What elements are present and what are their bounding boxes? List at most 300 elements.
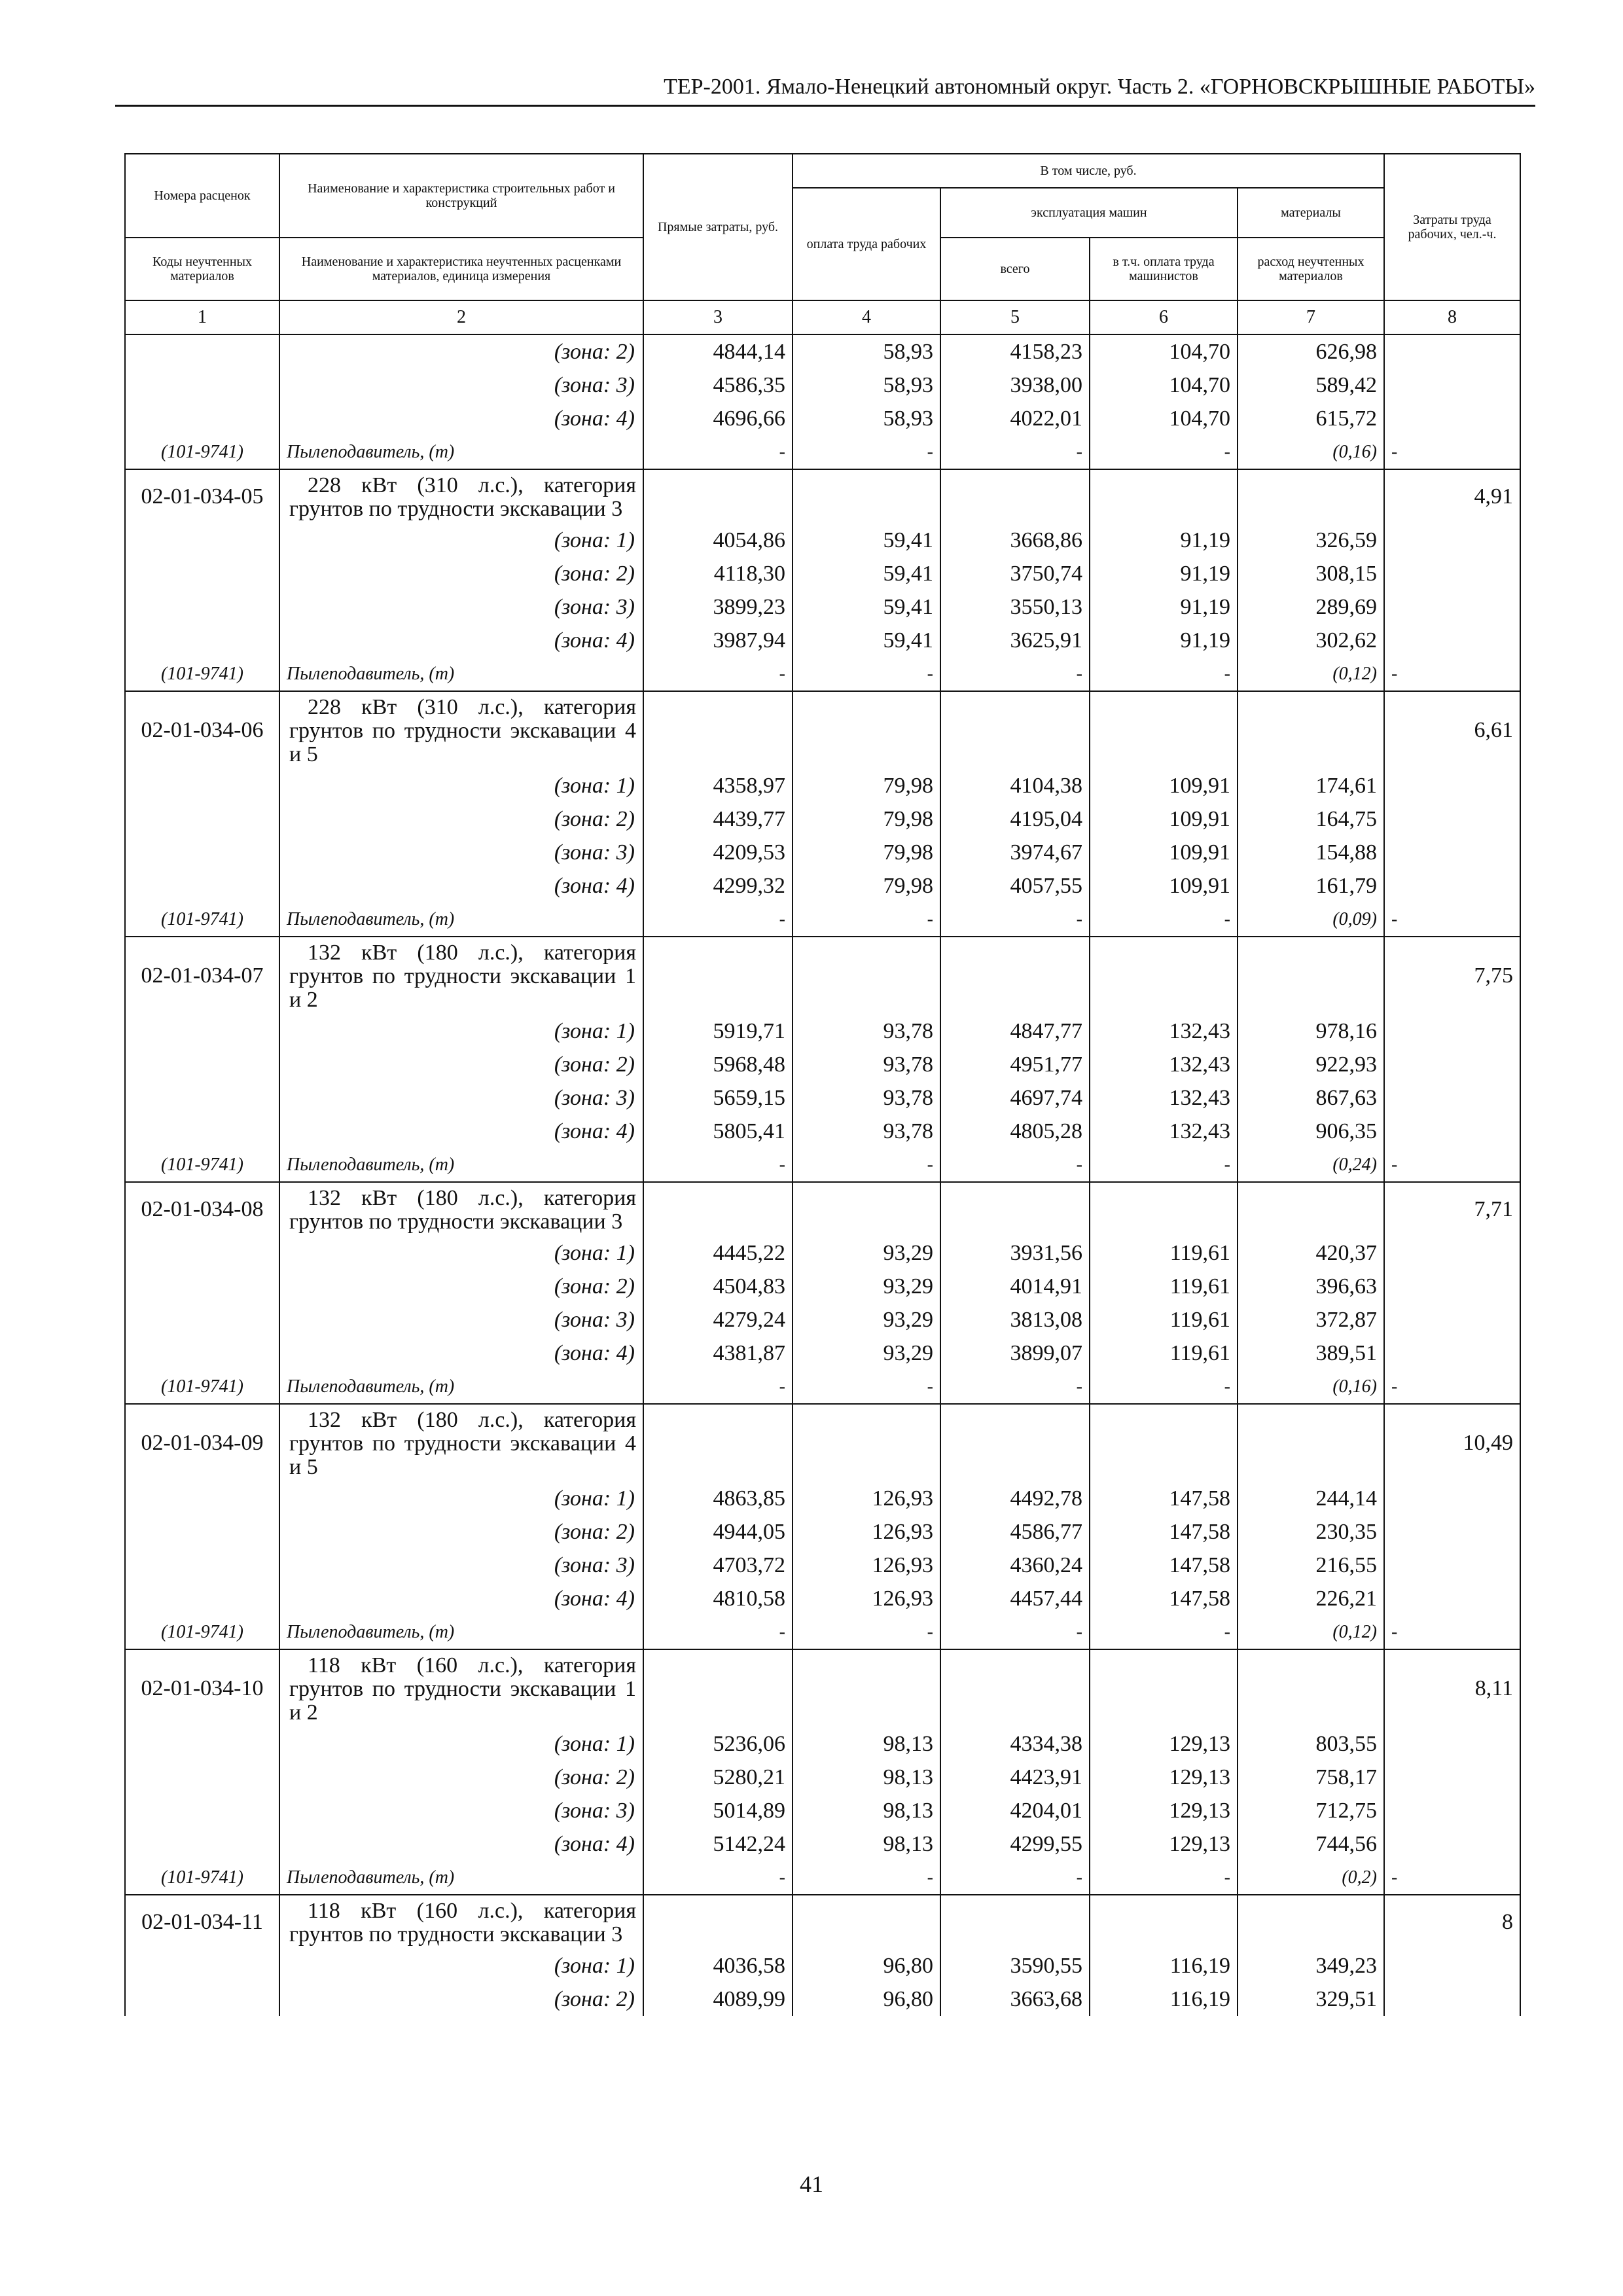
rate-description-row [125,937,1520,1014]
zone-row [125,1270,1520,1303]
col-header-machines-total: всего [940,238,1090,300]
empty-cell [1384,1794,1520,1827]
rate-description-row [125,1649,1520,1727]
labor-pay-value: 93,78 [793,1014,940,1048]
empty-cell [940,937,1090,1014]
empty-cell [125,1081,279,1115]
machines-total-value: 4022,01 [940,402,1090,435]
empty-cell [1384,1081,1520,1115]
zone-row [125,769,1520,802]
empty-cell [793,1182,940,1236]
labor-pay-value: 98,13 [793,1761,940,1794]
empty-cell [1384,557,1520,590]
machines-total-value: 3899,07 [940,1336,1090,1370]
col-header-material-codes: Коды неучтенных материалов [125,238,279,300]
labor-pay-value: 58,93 [793,334,940,368]
empty-cell [125,1827,279,1861]
zone-label: (зона: 2) [279,334,643,368]
zone-row [125,1982,1520,2016]
zone-label: (зона: 1) [279,1482,643,1515]
labor-pay-value: 59,41 [793,590,940,624]
machinist-pay-value: 109,91 [1090,769,1238,802]
labor-pay-value: 126,93 [793,1549,940,1582]
zone-row [125,334,1520,368]
labor-hours-value: 8 [1384,1895,1520,1949]
empty-cell [643,1649,793,1727]
rate-description [279,1404,643,1482]
labor-hours-value: 4,91 [1384,469,1520,524]
machinist-pay-value: 104,70 [1090,368,1238,402]
rate-description-line: грунтов по трудности экскавации 1 и 2 [289,964,636,1012]
machines-total-value: 3974,67 [940,836,1090,869]
machines-total-value: 4014,91 [940,1270,1090,1303]
labor-pay-value: 126,93 [793,1582,940,1615]
rate-description [279,691,643,769]
empty-cell [643,469,793,524]
labor-pay-value: 93,29 [793,1236,940,1270]
empty-cell [125,590,279,624]
table-header [125,154,1520,334]
machinist-pay-value: 147,58 [1090,1482,1238,1515]
machines-total-value: 4457,44 [940,1582,1090,1615]
empty-cell [643,1182,793,1236]
direct-costs-value: 5142,24 [643,1827,793,1861]
direct-costs-value: - [643,903,793,937]
col-header-material-consumption: расход неучтенных материалов [1238,238,1384,300]
rate-code: 02-01-034-10 [125,1649,279,1727]
zone-row [125,1236,1520,1270]
labor-pay-value: - [793,435,940,469]
labor-pay-value: 58,93 [793,368,940,402]
zone-row [125,624,1520,657]
empty-cell [940,1649,1090,1727]
empty-cell [1384,1549,1520,1582]
zone-row [125,1582,1520,1615]
labor-pay-value: - [793,1148,940,1182]
labor-hours-value: - [1384,657,1520,691]
rate-description [279,1649,643,1727]
labor-hours-value: 6,61 [1384,691,1520,769]
empty-cell [125,1794,279,1827]
zone-label: (зона: 3) [279,590,643,624]
empty-cell [1384,1727,1520,1761]
zone-label: (зона: 1) [279,1014,643,1048]
empty-cell [1384,1482,1520,1515]
col-header-rate-number: Номера расценок [125,154,279,238]
empty-cell [125,1482,279,1515]
machines-total-value: 3590,55 [940,1949,1090,1982]
labor-hours-value: - [1384,1148,1520,1182]
rate-description-row [125,1404,1520,1482]
empty-cell [1384,590,1520,624]
rate-description-line: грунтов по трудности экскавации 3 [289,1210,623,1234]
machines-total-value: 4805,28 [940,1115,1090,1148]
zone-label: (зона: 3) [279,368,643,402]
rate-description-line: 132 кВт (180 л.с.), категория [308,1408,636,1432]
materials-value: 396,63 [1238,1270,1384,1303]
material-consumption-value: (0,12) [1238,1615,1384,1649]
machinist-pay-value: 132,43 [1090,1115,1238,1148]
machinist-pay-value: 129,13 [1090,1794,1238,1827]
rate-description-row [125,469,1520,524]
direct-costs-value: 4358,97 [643,769,793,802]
direct-costs-value: 5659,15 [643,1081,793,1115]
labor-pay-value: 79,98 [793,836,940,869]
materials-value: 803,55 [1238,1727,1384,1761]
zone-label: (зона: 2) [279,802,643,836]
empty-cell [1384,1048,1520,1081]
direct-costs-value: 4054,86 [643,524,793,557]
rate-description-line: 228 кВт (310 л.с.), категория [308,695,636,719]
labor-hours-value: - [1384,1861,1520,1895]
direct-costs-value: 4586,35 [643,368,793,402]
rate-code: 02-01-034-06 [125,691,279,769]
zone-row [125,1115,1520,1148]
machinist-pay-value: 132,43 [1090,1081,1238,1115]
machines-total-value: 4697,74 [940,1081,1090,1115]
direct-costs-value: 4118,30 [643,557,793,590]
zone-label: (зона: 1) [279,524,643,557]
materials-value: 326,59 [1238,524,1384,557]
machinist-pay-value: 147,58 [1090,1582,1238,1615]
empty-cell [1384,769,1520,802]
empty-cell [125,402,279,435]
empty-cell [1238,1182,1384,1236]
direct-costs-value: 4089,99 [643,1982,793,2016]
zone-row [125,1081,1520,1115]
empty-cell [125,802,279,836]
machines-total-value: 4423,91 [940,1761,1090,1794]
empty-cell [125,769,279,802]
zone-row [125,869,1520,903]
zone-label: (зона: 4) [279,1582,643,1615]
machines-total-value: 4334,38 [940,1727,1090,1761]
rate-code: 02-01-034-05 [125,469,279,524]
material-code: (101-9741) [125,435,279,469]
empty-cell [125,1582,279,1615]
machines-total-value: 3813,08 [940,1303,1090,1336]
zone-row [125,1515,1520,1549]
direct-costs-value: 4944,05 [643,1515,793,1549]
machines-total-value: 3625,91 [940,624,1090,657]
empty-cell [125,836,279,869]
material-consumption-value: (0,2) [1238,1861,1384,1895]
zone-row [125,1794,1520,1827]
zone-row [125,802,1520,836]
zone-label: (зона: 2) [279,1048,643,1081]
labor-pay-value: 93,78 [793,1048,940,1081]
col-header-including: В том числе, руб. [793,154,1384,188]
empty-cell [1384,524,1520,557]
labor-pay-value: 79,98 [793,769,940,802]
machines-total-value: - [940,1861,1090,1895]
labor-pay-value: 98,13 [793,1827,940,1861]
machinist-pay-value: 109,91 [1090,836,1238,869]
direct-costs-value: 4844,14 [643,334,793,368]
empty-cell [125,1549,279,1582]
rate-description [279,469,643,524]
col-header-machines: эксплуатация машин [940,188,1238,238]
zone-label: (зона: 2) [279,1270,643,1303]
materials-value: 349,23 [1238,1949,1384,1982]
empty-cell [793,1895,940,1949]
machinist-pay-value: - [1090,435,1238,469]
machinist-pay-value: 104,70 [1090,402,1238,435]
machinist-pay-value: 109,91 [1090,802,1238,836]
rate-description-line: 228 кВт (310 л.с.), категория [308,473,636,497]
rate-description [279,1895,643,1949]
rate-description-line: грунтов по трудности экскавации 4 и 5 [289,1431,636,1479]
zone-row [125,1827,1520,1861]
col-header-labor-hours: Затраты труда рабочих, чел.-ч. [1384,154,1520,300]
direct-costs-value: 4299,32 [643,869,793,903]
zone-label: (зона: 4) [279,869,643,903]
empty-cell [1238,937,1384,1014]
rate-description-row [125,691,1520,769]
rate-description [279,1182,643,1236]
zone-label: (зона: 2) [279,557,643,590]
materials-value: 244,14 [1238,1482,1384,1515]
empty-cell [1384,1582,1520,1615]
machinist-pay-value: 104,70 [1090,334,1238,368]
machinist-pay-value: 132,43 [1090,1014,1238,1048]
machinist-pay-value: 91,19 [1090,590,1238,624]
material-name: Пылеподавитель, (т) [279,903,643,937]
material-code: (101-9741) [125,1615,279,1649]
rate-description-line: грунтов по трудности экскавации 3 [289,1922,623,1946]
machines-total-value: 4057,55 [940,869,1090,903]
materials-value: 174,61 [1238,769,1384,802]
empty-cell [1238,1404,1384,1482]
materials-value: 420,37 [1238,1236,1384,1270]
machines-total-value: 4586,77 [940,1515,1090,1549]
machinist-pay-value: - [1090,1148,1238,1182]
machinist-pay-value: - [1090,1370,1238,1404]
rate-description-line: грунтов по трудности экскавации 3 [289,497,623,521]
empty-cell [1384,368,1520,402]
empty-cell [125,1236,279,1270]
machines-total-value: - [940,1148,1090,1182]
material-row [125,903,1520,937]
empty-cell [940,691,1090,769]
labor-pay-value: 79,98 [793,869,940,903]
material-name: Пылеподавитель, (т) [279,1370,643,1404]
empty-cell [1384,1303,1520,1336]
machines-total-value: - [940,903,1090,937]
empty-cell [643,1895,793,1949]
col-header-material-names: Наименование и характеристика неучтенных расценками материалов, единица измерения [279,238,643,300]
direct-costs-value: - [643,1861,793,1895]
empty-cell [1384,1236,1520,1270]
labor-pay-value: 59,41 [793,624,940,657]
zone-row [125,1336,1520,1370]
labor-hours-value: 10,49 [1384,1404,1520,1482]
page-header [115,71,1535,107]
material-row [125,1370,1520,1404]
materials-value: 978,16 [1238,1014,1384,1048]
col-number: 3 [643,300,793,334]
machinist-pay-value: - [1090,903,1238,937]
direct-costs-value: 4381,87 [643,1336,793,1370]
empty-cell [125,557,279,590]
material-code: (101-9741) [125,657,279,691]
labor-hours-value: - [1384,435,1520,469]
col-number: 2 [279,300,643,334]
zone-label: (зона: 4) [279,1336,643,1370]
labor-pay-value: 98,13 [793,1794,940,1827]
empty-cell [125,1014,279,1048]
rate-description-line: 132 кВт (180 л.с.), категория [308,1186,636,1210]
direct-costs-value: - [643,1370,793,1404]
empty-cell [125,368,279,402]
materials-value: 302,62 [1238,624,1384,657]
empty-cell [1384,869,1520,903]
zone-label: (зона: 3) [279,1794,643,1827]
col-number: 7 [1238,300,1384,334]
empty-cell [643,691,793,769]
machinist-pay-value: 129,13 [1090,1827,1238,1861]
col-header-labor-pay: оплата труда рабочих [793,188,940,300]
machines-total-value: 4104,38 [940,769,1090,802]
empty-cell [940,1404,1090,1482]
machines-total-value: 4951,77 [940,1048,1090,1081]
direct-costs-value: 5236,06 [643,1727,793,1761]
rate-description-line: грунтов по трудности экскавации 1 и 2 [289,1677,636,1725]
labor-pay-value: 93,29 [793,1303,940,1336]
empty-cell [1384,1761,1520,1794]
machines-total-value: 4492,78 [940,1482,1090,1515]
empty-cell [1090,691,1238,769]
empty-cell [1384,1515,1520,1549]
direct-costs-value: 4445,22 [643,1236,793,1270]
empty-cell [1090,469,1238,524]
direct-costs-value: 4036,58 [643,1949,793,1982]
rate-code: 02-01-034-09 [125,1404,279,1482]
labor-hours-value: 7,71 [1384,1182,1520,1236]
zone-row [125,836,1520,869]
labor-pay-value: - [793,1861,940,1895]
empty-cell [793,1649,940,1727]
zone-label: (зона: 3) [279,1549,643,1582]
direct-costs-value: 5919,71 [643,1014,793,1048]
materials-value: 161,79 [1238,869,1384,903]
empty-cell [125,524,279,557]
material-code: (101-9741) [125,1148,279,1182]
materials-value: 226,21 [1238,1582,1384,1615]
zone-row [125,557,1520,590]
empty-cell [1238,1649,1384,1727]
material-consumption-value: (0,16) [1238,435,1384,469]
materials-value: 329,51 [1238,1982,1384,2016]
col-header-direct-costs: Прямые затраты, руб. [643,154,793,300]
zone-label: (зона: 1) [279,1949,643,1982]
material-name: Пылеподавитель, (т) [279,1861,643,1895]
zone-label: (зона: 2) [279,1761,643,1794]
col-number: 8 [1384,300,1520,334]
machines-total-value: 3938,00 [940,368,1090,402]
machines-total-value: - [940,1615,1090,1649]
direct-costs-value: 4504,83 [643,1270,793,1303]
rate-description-line: 118 кВт (160 л.с.), категория [308,1653,636,1677]
labor-hours-value: 8,11 [1384,1649,1520,1727]
labor-pay-value: 58,93 [793,402,940,435]
machines-total-value: 3668,86 [940,524,1090,557]
labor-pay-value: - [793,1615,940,1649]
material-code: (101-9741) [125,1861,279,1895]
direct-costs-value: 5968,48 [643,1048,793,1081]
zone-row [125,1949,1520,1982]
zone-row [125,590,1520,624]
materials-value: 372,87 [1238,1303,1384,1336]
empty-cell [1384,1949,1520,1982]
materials-value: 389,51 [1238,1336,1384,1370]
zone-label: (зона: 4) [279,624,643,657]
empty-cell [1090,1895,1238,1949]
labor-hours-value: 7,75 [1384,937,1520,1014]
empty-cell [125,1982,279,2016]
col-header-machinist-pay: в т.ч. оплата труда машинистов [1090,238,1238,300]
empty-cell [125,1727,279,1761]
labor-pay-value: 93,78 [793,1115,940,1148]
material-consumption-value: (0,16) [1238,1370,1384,1404]
machines-total-value: - [940,435,1090,469]
direct-costs-value: 5280,21 [643,1761,793,1794]
table-body [125,334,1520,2016]
material-name: Пылеподавитель, (т) [279,435,643,469]
direct-costs-value: 4279,24 [643,1303,793,1336]
labor-pay-value: 126,93 [793,1515,940,1549]
zone-label: (зона: 1) [279,1236,643,1270]
machinist-pay-value: 147,58 [1090,1515,1238,1549]
labor-pay-value: 93,29 [793,1270,940,1303]
material-consumption-value: (0,09) [1238,903,1384,937]
zone-label: (зона: 1) [279,769,643,802]
material-name: Пылеподавитель, (т) [279,1615,643,1649]
material-consumption-value: (0,24) [1238,1148,1384,1182]
page-header-title: ТЕР-2001. Ямало-Ненецкий автономный округ. Часть 2. «ГОРНОВСКРЫШНЫЕ РАБОТЫ» [664,75,1535,99]
empty-cell [793,691,940,769]
materials-value: 289,69 [1238,590,1384,624]
machinist-pay-value: 109,91 [1090,869,1238,903]
empty-cell [1090,1404,1238,1482]
empty-cell [1090,1182,1238,1236]
direct-costs-value: 4439,77 [643,802,793,836]
materials-value: 922,93 [1238,1048,1384,1081]
direct-costs-value: 4209,53 [643,836,793,869]
machinist-pay-value: 116,19 [1090,1949,1238,1982]
materials-value: 230,35 [1238,1515,1384,1549]
direct-costs-value: 3987,94 [643,624,793,657]
zone-label: (зона: 3) [279,1303,643,1336]
machinist-pay-value: 132,43 [1090,1048,1238,1081]
material-code: (101-9741) [125,903,279,937]
materials-value: 216,55 [1238,1549,1384,1582]
machines-total-value: 3663,68 [940,1982,1090,2016]
materials-value: 712,75 [1238,1794,1384,1827]
materials-value: 626,98 [1238,334,1384,368]
machines-total-value: 4158,23 [940,334,1090,368]
col-header-materials: материалы [1238,188,1384,238]
labor-pay-value: 79,98 [793,802,940,836]
empty-cell [1238,469,1384,524]
rate-description-row [125,1895,1520,1949]
rates-table [124,153,1521,2016]
zone-label: (зона: 4) [279,402,643,435]
page-number: 41 [800,2171,823,2197]
empty-cell [125,869,279,903]
machines-total-value: 3931,56 [940,1236,1090,1270]
materials-value: 589,42 [1238,368,1384,402]
